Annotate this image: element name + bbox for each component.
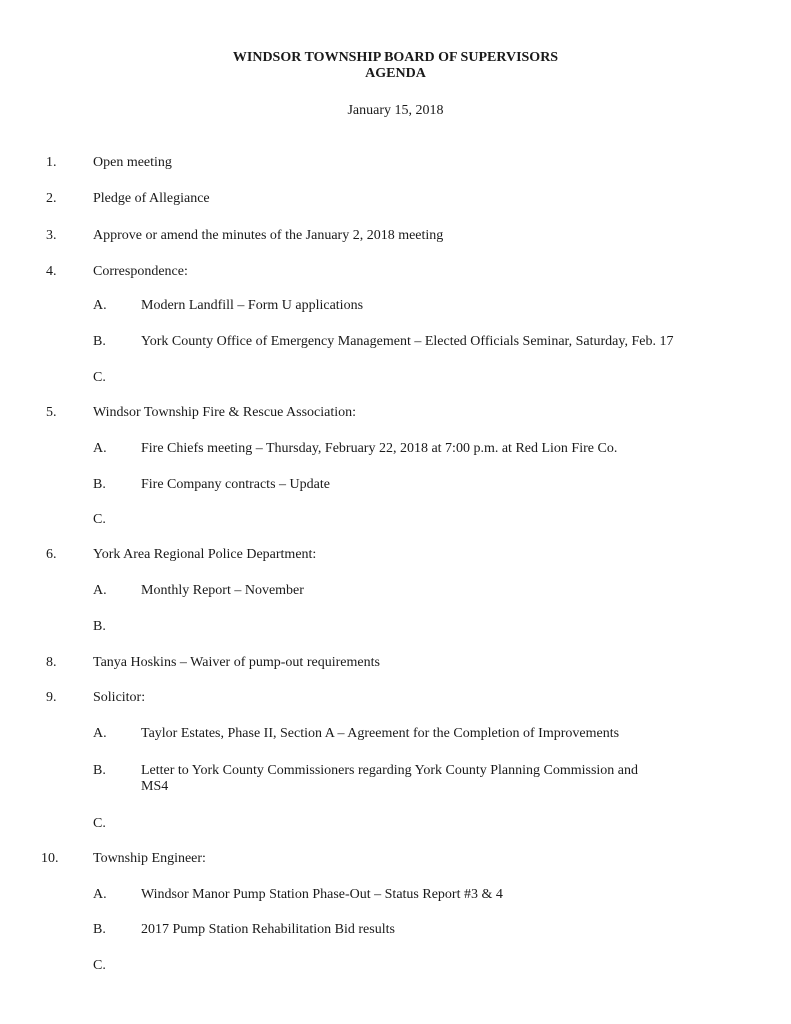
sub-item-letter: C. xyxy=(93,512,106,527)
item-number: 9. xyxy=(46,690,57,705)
item-text: Tanya Hoskins – Waiver of pump-out requirements xyxy=(93,655,380,670)
item-number: 2. xyxy=(46,191,57,206)
sub-item-text-continued: MS4 xyxy=(141,779,169,794)
sub-item-letter: A. xyxy=(93,441,107,456)
sub-item-letter: A. xyxy=(93,298,107,313)
sub-item-letter: C. xyxy=(93,958,106,973)
sub-item-letter: A. xyxy=(93,583,107,598)
item-text: Correspondence: xyxy=(93,264,188,279)
sub-item-letter: C. xyxy=(93,370,106,385)
sub-item-letter: B. xyxy=(93,922,106,937)
item-text: Solicitor: xyxy=(93,690,146,705)
sub-item-letter: B. xyxy=(93,334,106,349)
sub-item-text: Fire Company contracts – Update xyxy=(141,477,330,492)
item-text: Pledge of Allegiance xyxy=(93,191,210,206)
agenda-title: WINDSOR TOWNSHIP BOARD OF SUPERVISORS xyxy=(232,50,559,65)
item-text: York Area Regional Police Department: xyxy=(93,547,317,562)
sub-item-letter: B. xyxy=(93,763,106,778)
item-number: 4. xyxy=(46,264,57,279)
sub-item-letter: A. xyxy=(93,887,107,902)
sub-item-text: Monthly Report – November xyxy=(141,583,304,598)
sub-item-text: 2017 Pump Station Rehabilitation Bid results xyxy=(141,922,395,937)
item-text: Township Engineer: xyxy=(93,851,206,866)
item-number: 5. xyxy=(46,405,57,420)
sub-item-letter: B. xyxy=(93,477,106,492)
sub-item-text: Taylor Estates, Phase II, Section A – Agreement for the Completion of Improvements xyxy=(141,726,620,741)
item-number: 3. xyxy=(46,228,57,243)
item-number: 10. xyxy=(41,851,59,866)
item-number: 1. xyxy=(46,155,57,170)
item-text: Approve or amend the minutes of the January 2, 2018 meeting xyxy=(93,228,444,243)
sub-item-text: York County Office of Emergency Management – Elected Officials Seminar, Saturday, Feb. 17 xyxy=(141,334,674,349)
sub-item-letter: B. xyxy=(93,619,106,634)
sub-item-letter: C. xyxy=(93,816,106,831)
item-number: 8. xyxy=(46,655,57,670)
sub-item-text: Letter to York County Commissioners regarding York County Planning Commission and xyxy=(141,763,639,778)
sub-item-text: Modern Landfill – Form U applications xyxy=(141,298,364,313)
sub-item-letter: A. xyxy=(93,726,107,741)
agenda-subtitle: AGENDA xyxy=(365,66,426,81)
sub-item-text: Fire Chiefs meeting – Thursday, February 22, 2018 at 7:00 p.m. at Red Lion Fire Co. xyxy=(141,441,618,456)
item-text: Open meeting xyxy=(93,155,172,170)
sub-item-text: Windsor Manor Pump Station Phase-Out – Status Report #3 & 4 xyxy=(141,887,503,902)
meeting-date: January 15, 2018 xyxy=(347,103,444,118)
item-number: 6. xyxy=(46,547,57,562)
item-text: Windsor Township Fire & Rescue Association: xyxy=(93,405,357,420)
